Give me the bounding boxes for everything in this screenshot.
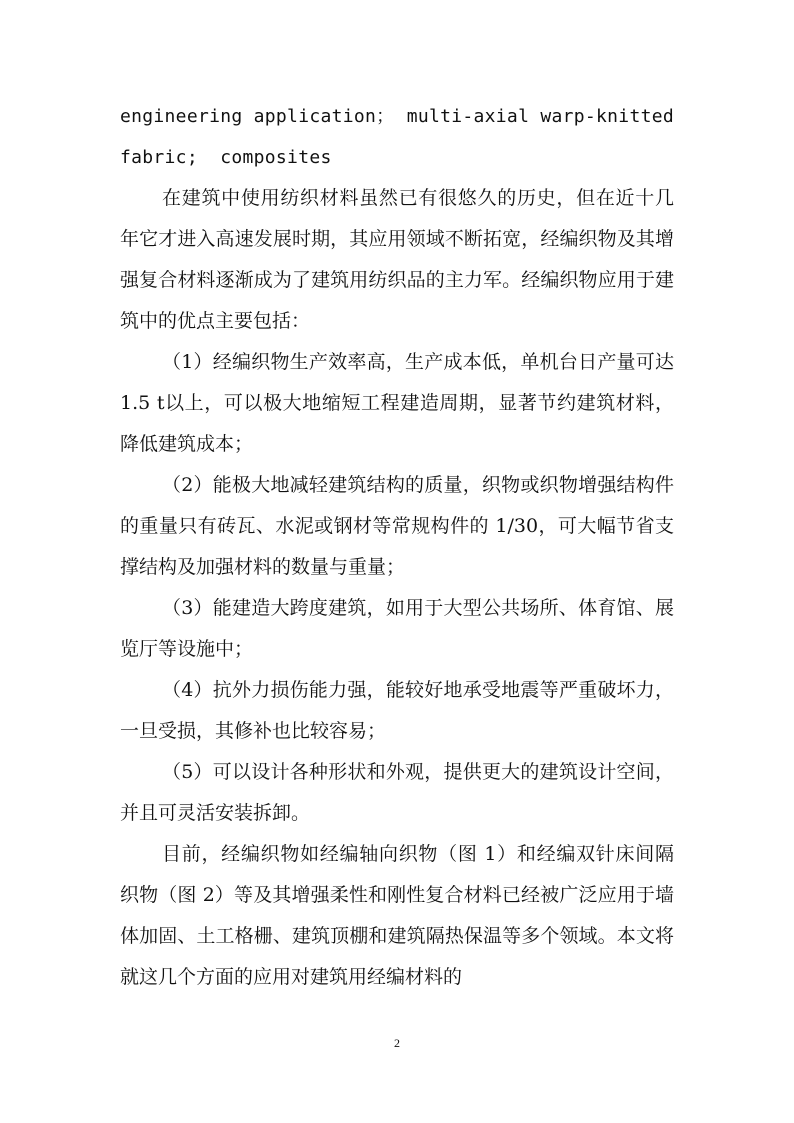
paragraph-intro: 在建筑中使用纺织材料虽然已有很悠久的历史，但在近十几年它才进入高速发展时期，其应用领域不断拓宽，经编织物及其增强复合材料逐渐成为了建筑用纺织品的主力军。经编织物应用于建筑中的优点主要包括： bbox=[120, 187, 674, 332]
keywords-en-part-1: engineering application； bbox=[120, 106, 395, 127]
paragraph-advantage-1: （1）经编织物生产效率高，生产成本低，单机台日产量可达1.5 t以上，可以极大地缩短工程建造周期，显著节约建筑材料，降低建筑成本； bbox=[120, 351, 674, 455]
paragraph-current-applications: 目前，经编织物如经编轴向织物（图 1）和经编双针床间隔织物（图 2）等及其增强柔性和刚性复合材料已经被广泛应用于墙体加固、土工格栅、建筑顶棚和建筑隔热保温等多个领域。本文将就这几个方面的应用对建筑用经编材料的 bbox=[120, 843, 674, 988]
body-text bbox=[120, 96, 674, 998]
paragraph-advantage-2: （2）能极大地减轻建筑结构的质量，织物或织物增强结构件的重量只有砖瓦、水泥或钢材等常规构件的 1/30，可大幅节省支撑结构及加强材料的数量与重量； bbox=[120, 474, 674, 578]
paragraph-advantage-4: （4）抗外力损伤能力强，能较好地承受地震等严重破坏力，一旦受损，其修补也比较容易； bbox=[120, 679, 674, 742]
paragraph-advantage-3: （3）能建造大跨度建筑，如用于大型公共场所、体育馆、展览厅等设施中； bbox=[120, 597, 674, 660]
keywords-line-1 bbox=[120, 96, 674, 137]
keywords-line-2 bbox=[120, 137, 674, 178]
paragraph-advantage-5: （5）可以设计各种形状和外观，提供更大的建筑设计空间，并且可灵活安装拆卸。 bbox=[120, 761, 674, 824]
keywords-en-part-3: fabric; composites bbox=[120, 147, 332, 168]
keywords-en-part-2: multi-axial warp-knitted bbox=[406, 106, 674, 127]
page-number: 2 bbox=[394, 1036, 400, 1050]
